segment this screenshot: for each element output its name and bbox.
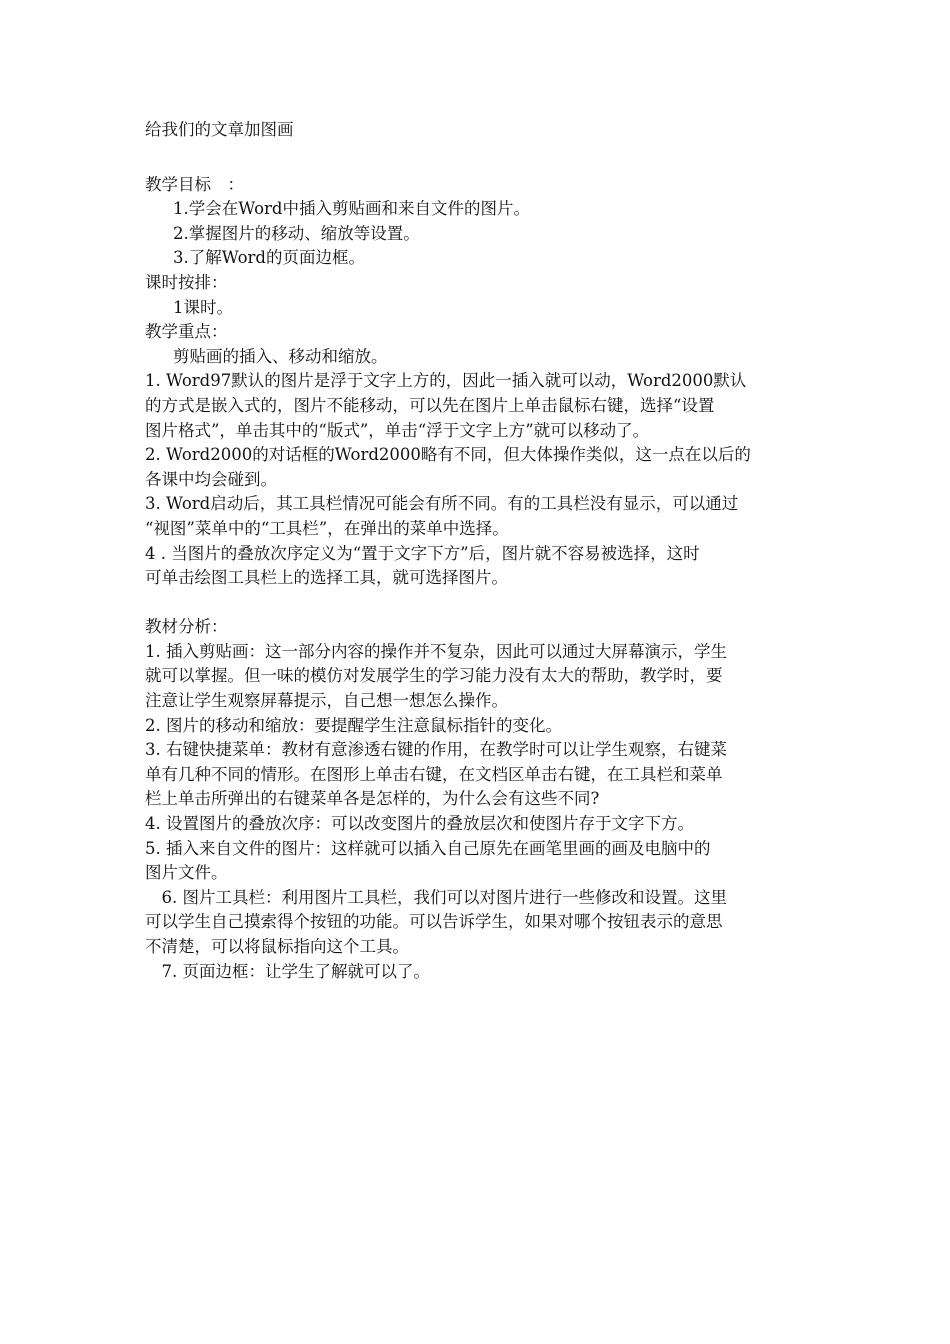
analysis-heading: 教材分析： bbox=[145, 617, 228, 637]
focus-line: 4 . 当图片的叠放次序定义为“置于文字下方”后，图片就不容易被选择，这时 bbox=[145, 543, 700, 563]
analysis-line: 可以学生自己摸索得个按钮的功能。可以告诉学生，如果对哪个按钮表示的意思 bbox=[145, 912, 723, 932]
analysis-line: 栏上单击所弹出的右键菜单各是怎样的，为什么会有这些不同? bbox=[145, 789, 600, 809]
focus-line: 3. Word启动后，其工具栏情况可能会有所不同。有的工具栏没有显示，可以通过 bbox=[145, 494, 739, 514]
analysis-line: 就可以掌握。但一味的模仿对发展学生的学习能力没有太大的帮助，教学时，要 bbox=[145, 666, 723, 686]
analysis-line: 1. 插入剪贴画：这一部分内容的操作并不复杂，因此可以通过大屏幕演示，学生 bbox=[145, 641, 727, 661]
focus-line: 图片格式”，单击其中的“版式”，单击“浮于文字上方”就可以移动了。 bbox=[145, 420, 650, 440]
goal-item-3: 3.了解Word的页面边框。 bbox=[173, 248, 365, 268]
analysis-line: 5. 插入来自文件的图片：这样就可以插入自己原先在画笔里画的画及电脑中的 bbox=[145, 838, 711, 858]
schedule-value: 1课时。 bbox=[173, 297, 233, 317]
analysis-line: 4. 设置图片的叠放次序：可以改变图片的叠放层次和使图片存于文字下方。 bbox=[145, 814, 694, 834]
focus-summary: 剪贴画的插入、移动和缩放。 bbox=[173, 346, 388, 366]
analysis-line: 单有几种不同的情形。在图形上单击右键，在文档区单击右键，在工具栏和菜单 bbox=[145, 764, 723, 784]
focus-line: 1. Word97默认的图片是浮于文字上方的，因此一插入就可以动，Word2000默认 bbox=[145, 371, 747, 391]
analysis-line: 7. 页面边框：让学生了解就可以了。 bbox=[145, 961, 430, 981]
section-spacer bbox=[145, 591, 810, 616]
goal-item-1: 1.学会在Word中插入剪贴画和来自文件的图片。 bbox=[173, 199, 530, 219]
analysis-line: 2. 图片的移动和缩放：要提醒学生注意鼠标指针的变化。 bbox=[145, 715, 562, 735]
focus-line: “视图”菜单中的“工具栏”，在弹出的菜单中选择。 bbox=[145, 518, 509, 538]
focus-line: 可单击绘图工具栏上的选择工具，就可选择图片。 bbox=[145, 568, 508, 588]
analysis-line: 3. 右键快捷菜单：教材有意渗透右键的作用，在教学时可以让学生观察，右键菜 bbox=[145, 740, 727, 760]
analysis-line: 6. 图片工具栏：利用图片工具栏，我们可以对图片进行一些修改和设置。这里 bbox=[145, 887, 727, 907]
focus-heading: 教学重点： bbox=[145, 322, 228, 342]
goals-heading: 教学目标 ： bbox=[145, 174, 244, 194]
focus-line: 各课中均会碰到。 bbox=[145, 469, 277, 489]
analysis-line: 不清楚，可以将鼠标指向这个工具。 bbox=[145, 937, 409, 956]
document-page bbox=[145, 118, 810, 984]
focus-line: 的方式是嵌入式的，图片不能移动，可以先在图片上单击鼠标右键，选择“设置 bbox=[145, 395, 715, 415]
goal-item-2: 2.掌握图片的移动、缩放等设置。 bbox=[173, 223, 420, 243]
analysis-line: 注意让学生观察屏幕提示，自己想一想怎么操作。 bbox=[145, 691, 508, 711]
analysis-line: 图片文件。 bbox=[145, 863, 228, 883]
schedule-heading: 课时按排： bbox=[145, 272, 228, 292]
document-title: 给我们的文章加图画 bbox=[145, 120, 294, 139]
focus-line: 2. Word2000的对话框的Word2000略有不同，但大体操作类似，这一点在以后的 bbox=[145, 445, 751, 465]
